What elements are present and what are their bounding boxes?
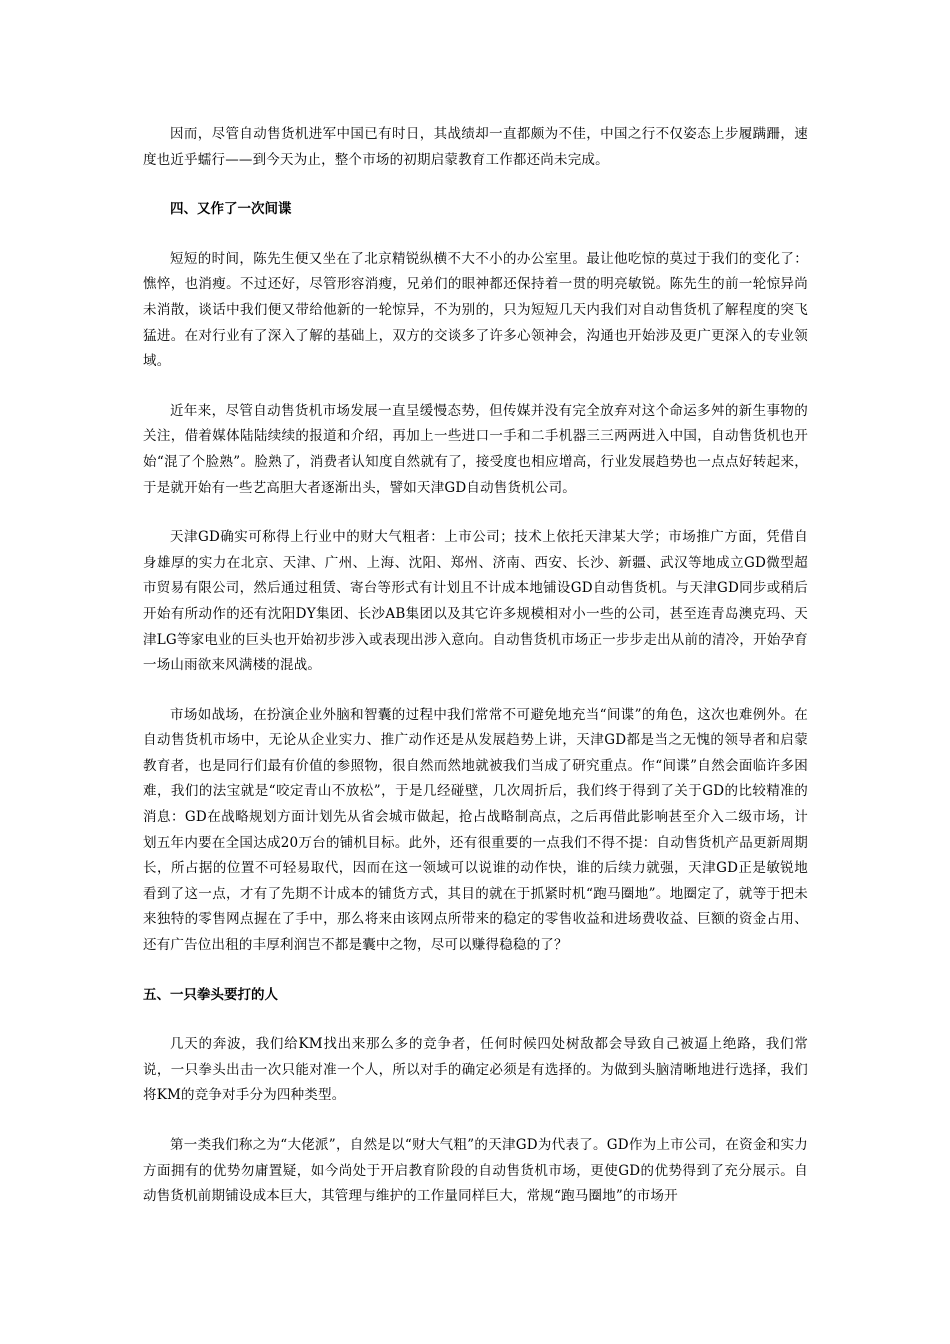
paragraph: 第一类我们称之为“大佬派”，自然是以“财大气粗”的天津GD为代表了。GD作为上市公司，在资金和实力方面拥有的优势勿庸置疑，如今尚处于开启教育阶段的自动售货机市场，更使GD的优势得到了充分展示。自动售货机前期铺设成本巨大，其管理与维护的工作量同样巨大，常规“跑马圈地”的市场开: [143, 1137, 808, 1205]
paragraph: 短短的时间，陈先生便又坐在了北京精锐纵横不大不小的办公室里。最让他吃惊的莫过于我们的变化了：憔悴，也消瘦。不过还好，尽管形容消瘦，兄弟们的眼神都还保持着一贯的明亮敏锐。陈先生的前一轮惊异尚未消散，谈话中我们便又带给他新的一轮惊异，不为别的，只为短短几天内我们对自动售货机了解程度的突飞猛进。在对行业有了深入了解的基础上，双方的交谈多了许多心领神会，沟通也开始涉及更广更深入的专业领域。: [143, 250, 808, 370]
paragraph: 市场如战场，在扮演企业外脑和智囊的过程中我们常常不可避免地充当“间谍”的角色，这次也难例外。在自动售货机市场中，无论从企业实力、推广动作还是从发展趋势上讲，天津GD都是当之无愧的领导者和启蒙教育者，也是同行们最有价值的参照物，很自然而然地就被我们当成了研究重点。作“间谍”自然会面临许多困难，我们的法宝就是“咬定青山不放松”，于是几经碰壁，几次周折后，我们终于得到了关于GD的比较精准的消息：GD在战略规划方面计划先从省会城市做起，抢占战略制高点，之后再借此影响甚至介入二级市场，计划五年内要在全国达成20万台的铺机目标。此外，还有很重要的一点我们不得不提：自动售货机产品更新周期长，所占据的位置不可轻易取代，因而在这一领域可以说谁的动作快，谁的后续力就强，天津GD正是敏锐地看到了这一点，才有了先期不计成本的铺货方式，其目的就在于抓紧时机“跑马圈地”。地圈定了，就等于把未来独特的零售网点握在了手中，那么将来由该网点所带来的稳定的零售收益和进场费收益、巨额的资金占用、还有广告位出租的丰厚利润岂不都是囊中之物，尽可以赚得稳稳的了？: [143, 706, 808, 954]
section-heading: 五、一只拳头要打的人: [143, 986, 278, 1003]
paragraph: 因而，尽管自动售货机进军中国已有时日，其战绩却一直都颇为不佳，中国之行不仅姿态上步履蹒跚，速度也近乎蠕行——到今天为止，整个市场的初期启蒙教育工作都还尚未完成。: [143, 126, 808, 168]
paragraph: 近年来，尽管自动售货机市场发展一直呈缓慢态势，但传媒并没有完全放弃对这个命运多舛的新生事物的关注，借着媒体陆陆续续的报道和介绍，再加上一些进口一手和二手机器三三两两进入中国，自动售货机也开始“混了个脸熟”。脸熟了，消费者认知度自然就有了，接受度也相应增高，行业发展趋势也一点点好转起来，于是就开始有一些艺高胆大者逐渐出头，譬如天津GD自动售货机公司。: [143, 402, 808, 496]
paragraph: 天津GD确实可称得上行业中的财大气粗者：上市公司；技术上依托天津某大学；市场推广方面，凭借自身雄厚的实力在北京、天津、广州、上海、沈阳、郑州、济南、西安、长沙、新疆、武汉等地成立GD微型超市贸易有限公司，然后通过租赁、寄台等形式有计划且不计成本地铺设GD自动售货机。与天津GD同步或稍后开始有所动作的还有沈阳DY集团、长沙AB集团以及其它许多规模相对小一些的公司，甚至连青岛澳克玛、天津LG等家电业的巨头也开始初步涉入或表现出涉入意向。自动售货机市场正一步步走出从前的清冷，开始孕育一场山雨欲来风满楼的混战。: [143, 529, 808, 674]
paragraph: 几天的奔波，我们给KM找出来那么多的竞争者，任何时候四处树敌都会导致自己被逼上绝路，我们常说，一只拳头出击一次只能对准一个人，所以对手的确定必须是有选择的。为做到头脑清晰地进行选择，我们将KM的竞争对手分为四种类型。: [143, 1036, 808, 1104]
section-heading: 四、又作了一次间谍: [170, 201, 292, 218]
document-body: [143, 122, 808, 1234]
